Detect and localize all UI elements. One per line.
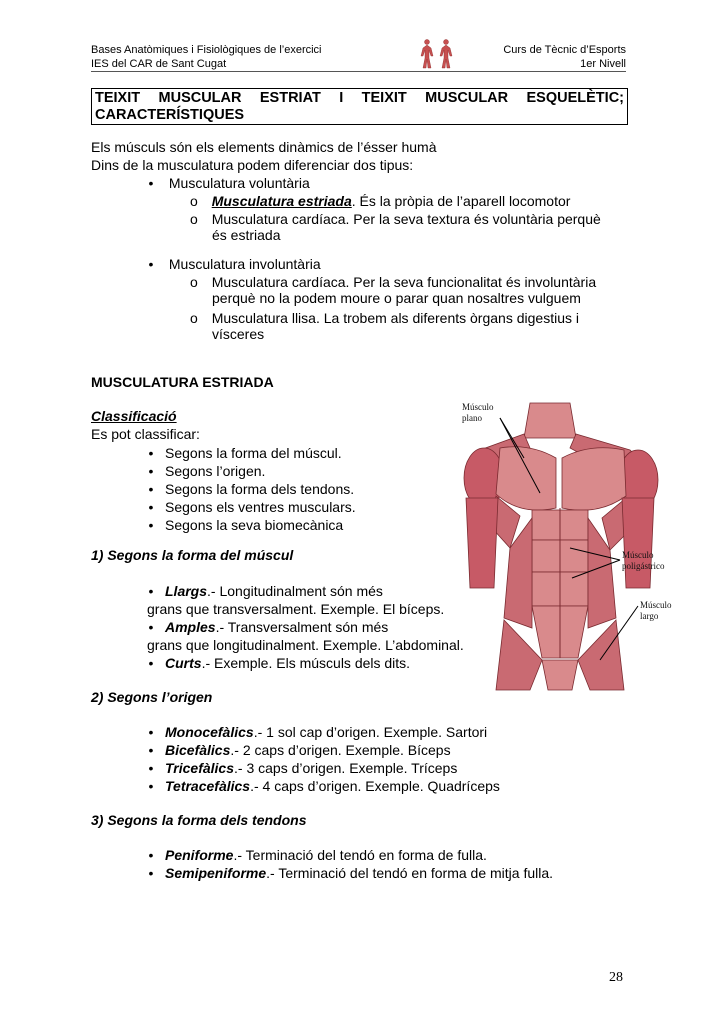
term: Llargs (165, 583, 208, 599)
list-item-text: Segons la seva biomecànica (165, 517, 344, 533)
list-item-text-cont: grans que longitudinalment. Exemple. L’abdominal. (147, 637, 464, 653)
bullet-icon: • (148, 463, 154, 479)
classificacio-heading: Classificació (91, 408, 177, 424)
origen-heading: 2) Segons l’origen (91, 689, 213, 705)
list-item-text: .- Terminació del tendó en forma de mitja fulla. (266, 865, 554, 881)
chapter-title-line1 (95, 90, 624, 107)
list-item-text: .- Longitudinalment són més (207, 583, 383, 599)
classificacio-list (147, 444, 356, 534)
header-school: IES del CAR de Sant Cugat (91, 58, 227, 70)
sub-bullet-cardiaca-invol (190, 274, 626, 306)
list-item-text: .- 4 caps d’origen. Exemple. Quadríceps (250, 778, 500, 794)
sub-bullet-cardiaca-vol (190, 211, 626, 243)
list-item-text: .- Terminació del tendó en forma de fulla. (233, 847, 487, 863)
label-musculo-poligastrico-2: poligástrico (622, 561, 665, 571)
list-item (147, 759, 500, 777)
sub-bullet-text: . És la pròpia de l’aparell locomotor (351, 193, 571, 209)
header-level: 1er Nivell (580, 58, 626, 70)
sub-bullet-text: Musculatura cardíaca. Per la seva textura és voluntària perquè (211, 211, 601, 227)
title-word: TEIXIT (361, 90, 407, 106)
sub-bullet-text-cont: perquè no la podem moure o parar quan nosaltres vulguem (212, 290, 581, 306)
label-musculo-poligastrico: Músculo (622, 550, 654, 560)
list-item (147, 741, 500, 759)
header-left (91, 43, 322, 71)
forma-heading: 1) Segons la forma del múscul (91, 547, 294, 563)
bullet-icon: • (148, 655, 154, 671)
list-item (147, 618, 464, 636)
bullet-text: Musculatura voluntària (168, 175, 310, 191)
bullet-icon: • (148, 619, 154, 635)
term: Tricefàlics (165, 760, 235, 776)
list-item-text: Segons l’origen. (165, 463, 266, 479)
classificacio-lead: Es pot classificar: (91, 426, 200, 442)
list-item (147, 480, 356, 498)
bullet-icon: • (148, 847, 154, 863)
bullet-icon: • (148, 175, 154, 191)
list-item (147, 846, 553, 864)
sub-bullet-text-cont: és estriada (212, 227, 281, 243)
intro-line: Els músculs són els elements dinàmics de l’ésser humà (91, 139, 437, 155)
bullet-icon: • (148, 499, 154, 515)
circle-bullet-icon: o (190, 193, 198, 209)
title-word: MUSCULAR (158, 90, 242, 106)
list-item (147, 777, 500, 795)
circle-bullet-icon: o (190, 211, 198, 227)
torso-muscle-figure (460, 398, 688, 693)
list-item-text: Segons la forma dels tendons. (165, 481, 355, 497)
label-musculo-largo-2: largo (640, 611, 659, 621)
bullet-icon: • (148, 481, 154, 497)
bullet-icon: • (148, 445, 154, 461)
list-item-text: .- 2 caps d’origen. Exemple. Bíceps (230, 742, 451, 758)
torso-muscle-illustration (460, 398, 688, 693)
list-item (147, 462, 356, 480)
bullet-voluntaria (147, 175, 310, 191)
bullet-icon: • (148, 742, 154, 758)
forma-list (147, 582, 464, 672)
list-item-text: Segons els ventres musculars. (165, 499, 356, 515)
list-item-text: .- 3 caps d’origen. Exemple. Tríceps (234, 760, 458, 776)
header-course-level-title: Curs de Tècnic d’Esports (503, 44, 626, 56)
title-word: MUSCULAR (425, 90, 509, 106)
bullet-icon: • (148, 778, 154, 794)
list-item (147, 444, 356, 462)
sub-bullet-text: Musculatura cardíaca. Per la seva funcionalitat és involuntària (211, 274, 597, 290)
list-item-text: .- 1 sol cap d’origen. Exemple. Sartori (253, 724, 488, 740)
term: Tetracefàlics (165, 778, 251, 794)
list-item (147, 864, 553, 882)
tendons-list (147, 846, 553, 882)
sub-bullet-estriada (190, 193, 570, 209)
chapter-title-line2: CARACTERÍSTIQUES (95, 107, 245, 123)
origen-list (147, 723, 500, 795)
bullet-icon: • (148, 256, 154, 272)
label-musculo-plano-2: plano (462, 413, 482, 423)
bullet-icon: • (148, 760, 154, 776)
sub-bullet-text: Musculatura llisa. La trobem als diferents òrgans digestius i (211, 310, 579, 326)
page-header (91, 43, 626, 72)
bullet-icon: • (148, 724, 154, 740)
list-item (147, 723, 500, 741)
title-word: ESTRIAT (259, 90, 321, 106)
list-item (147, 516, 356, 534)
anatomy-figures-logo (417, 38, 457, 70)
intro-line: Dins de la musculatura podem diferenciar dos tipus: (91, 156, 414, 173)
bullet-icon: • (148, 583, 154, 599)
term: Bicefàlics (165, 742, 231, 758)
label-musculo-plano: Músculo (462, 402, 494, 412)
term: Semipeniforme (165, 865, 267, 881)
list-item-text: Segons la forma del múscul. (165, 445, 342, 461)
sub-bullet-llisa (190, 310, 626, 342)
list-item-text: .- Exemple. Els músculs dels dits. (201, 655, 411, 671)
title-word: I (339, 90, 344, 106)
sub-bullet-text-cont: vísceres (212, 326, 265, 342)
label-musculo-largo: Músculo (640, 600, 672, 610)
term: Monocefàlics (165, 724, 254, 740)
list-item-text: .- Transversalment són més (215, 619, 389, 635)
intro-paragraph (91, 139, 436, 174)
bullet-text: Musculatura involuntària (168, 256, 321, 272)
bullet-icon: • (148, 865, 154, 881)
section-title: MUSCULATURA ESTRIADA (91, 374, 274, 390)
list-item (147, 582, 464, 600)
list-item-text-cont: grans que transversalment. Exemple. El bíceps. (147, 601, 445, 617)
bullet-icon: • (148, 517, 154, 533)
header-right (503, 43, 626, 71)
title-word: TEIXIT (95, 90, 141, 106)
circle-bullet-icon: o (190, 274, 198, 290)
term: Curts (165, 655, 202, 671)
term: Amples (165, 619, 216, 635)
chapter-title-box (91, 88, 628, 125)
circle-bullet-icon: o (190, 310, 198, 326)
term: Peniforme (165, 847, 234, 863)
tendons-heading: 3) Segons la forma dels tendons (91, 812, 307, 828)
title-word: ESQUELÈTIC; (526, 90, 624, 106)
list-item (147, 654, 464, 672)
header-course-title: Bases Anatòmiques i Fisiològiques de l’exercici (91, 44, 322, 56)
page-number: 28 (609, 970, 623, 985)
bullet-involuntaria (147, 256, 321, 272)
term: Musculatura estriada (211, 193, 352, 209)
list-item (147, 498, 356, 516)
